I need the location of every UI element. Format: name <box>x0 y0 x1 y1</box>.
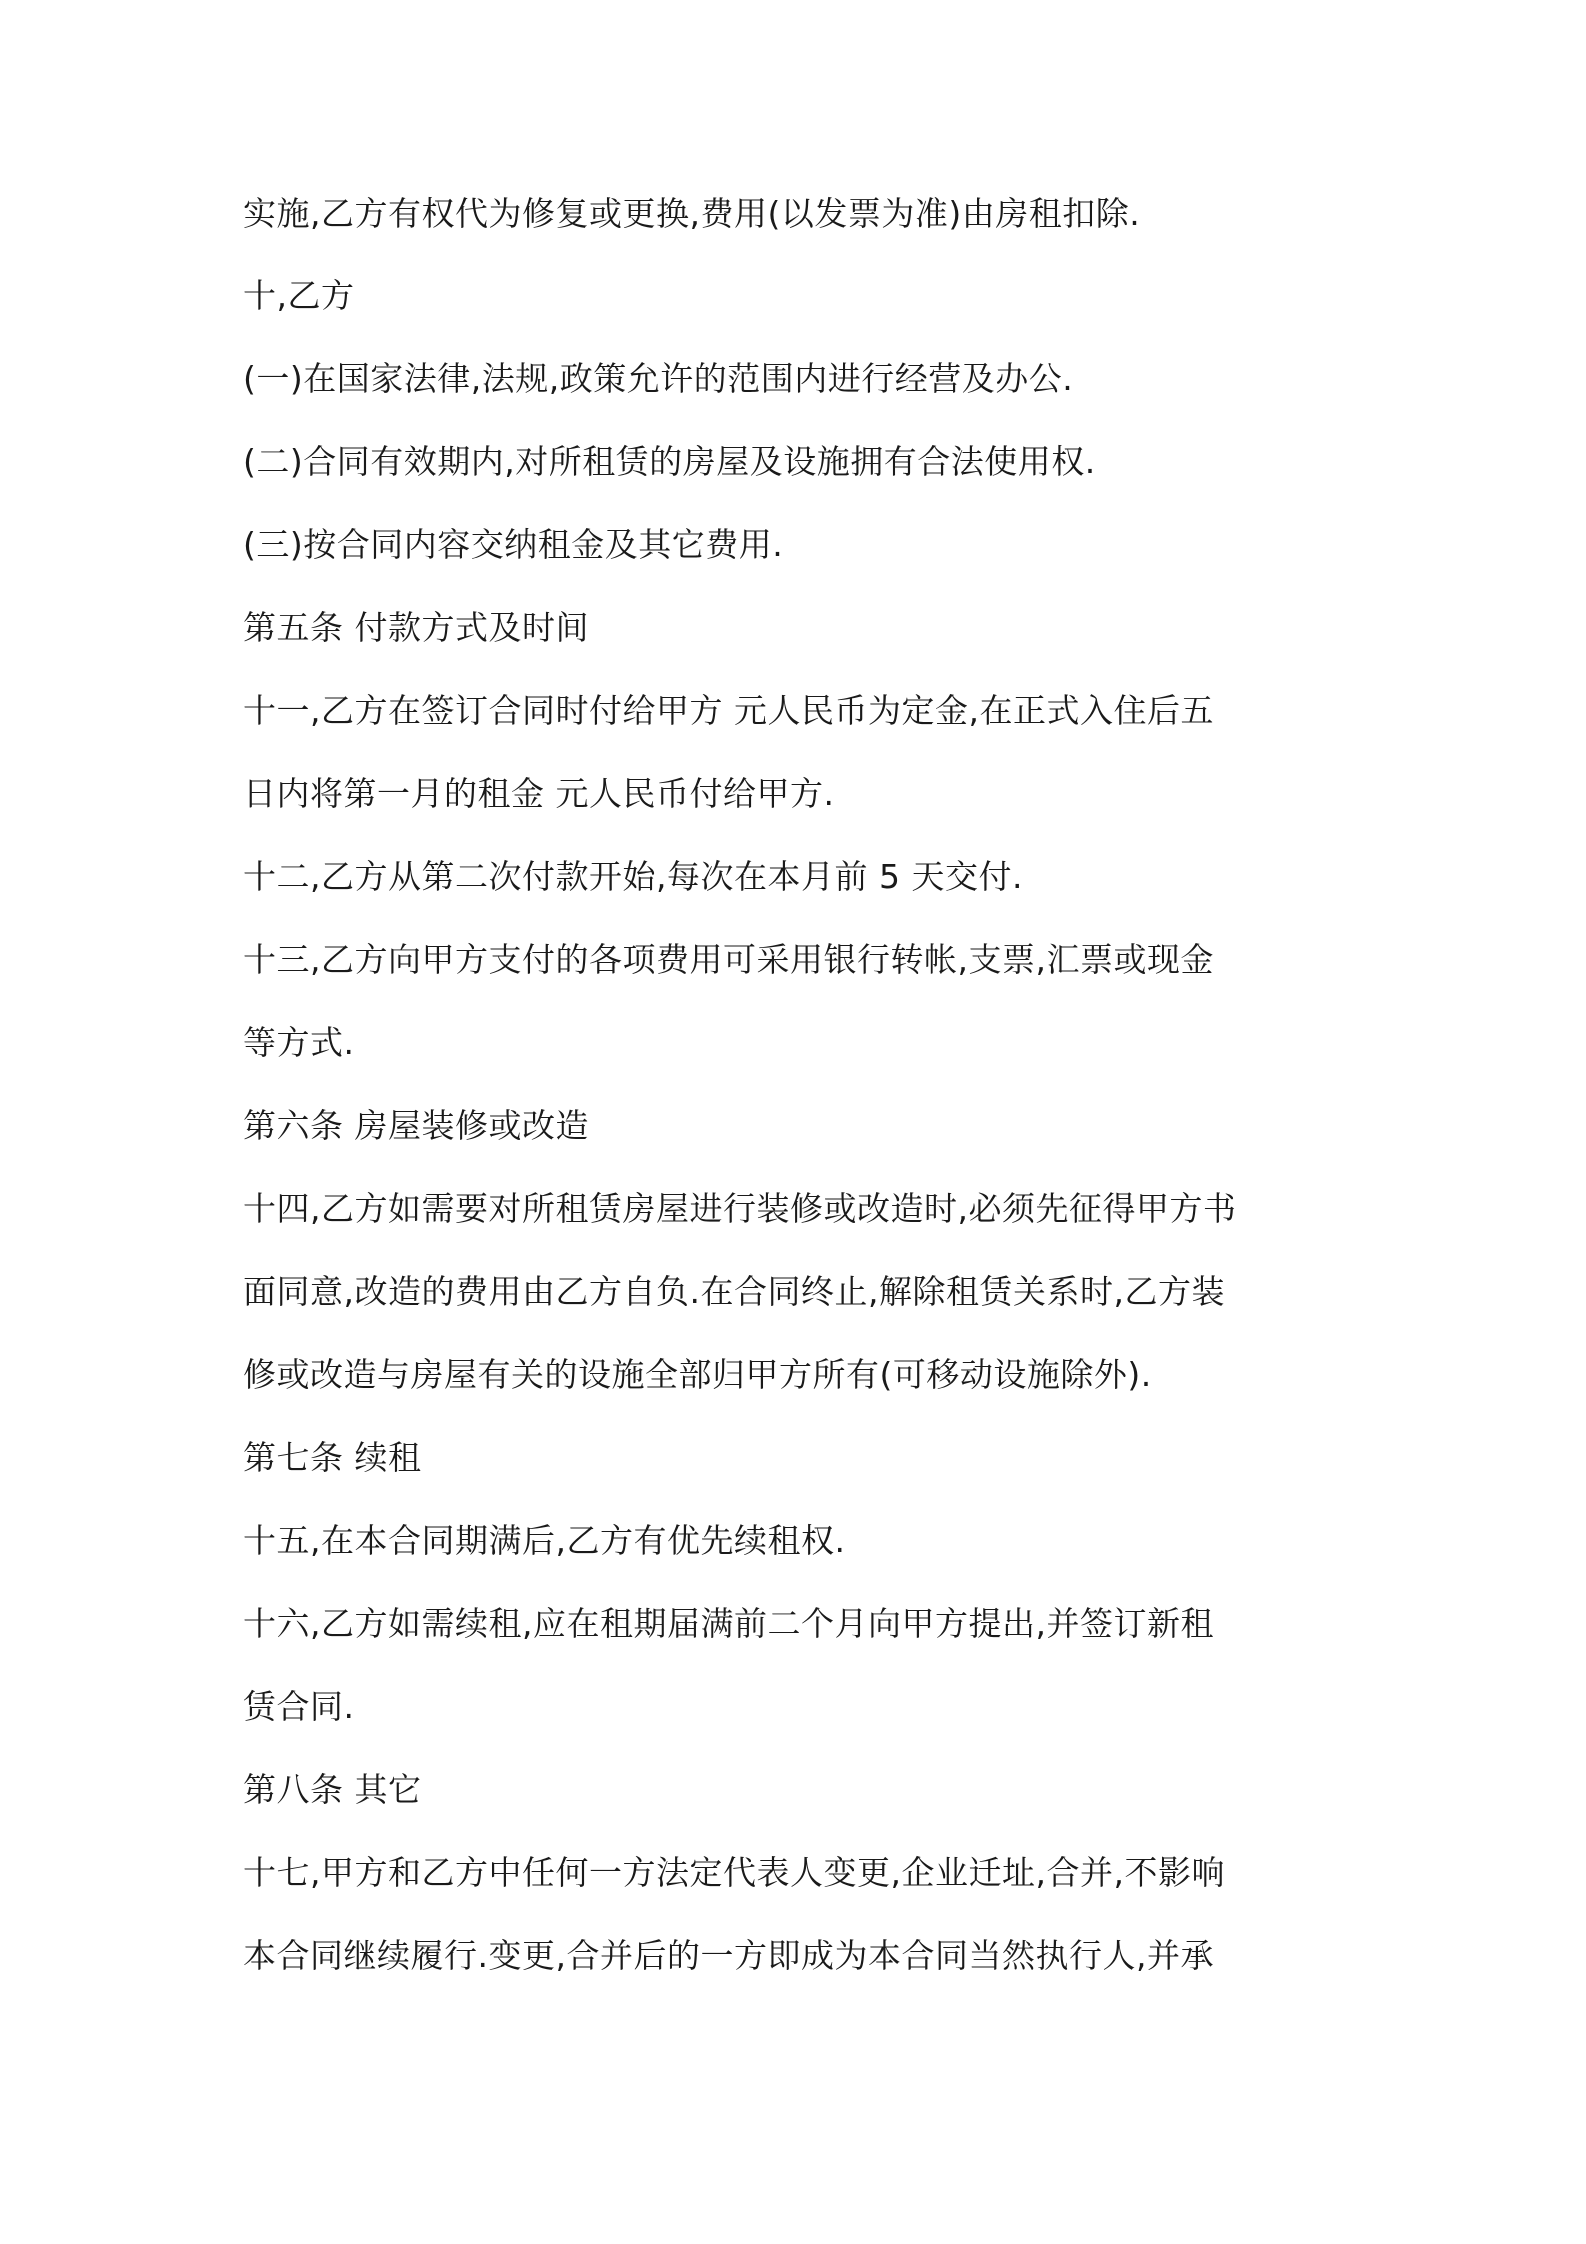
text-line: 实施,乙方有权代为修复或更换,费用(以发票为准)由房租扣除. <box>243 194 1141 233</box>
text-line: 十六,乙方如需续租,应在租期届满前二个月向甲方提出,并签订新租 <box>243 1604 1214 1643</box>
text-line: 十三,乙方向甲方支付的各项费用可采用银行转帐,支票,汇票或现金 <box>243 940 1214 979</box>
text-line: 十四,乙方如需要对所租赁房屋进行装修或改造时,必须先征得甲方书 <box>243 1189 1237 1228</box>
text-line: (一)在国家法律,法规,政策允许的范围内进行经营及办公. <box>243 359 1074 398</box>
section-heading: 十,乙方 <box>243 276 355 315</box>
text-line: 日内将第一月的租金 元人民币付给甲方. <box>243 774 835 813</box>
text-line: 面同意,改造的费用由乙方自负.在合同终止,解除租赁关系时,乙方装 <box>243 1272 1225 1311</box>
article-heading: 第六条 房屋装修或改造 <box>243 1106 589 1145</box>
article-heading: 第五条 付款方式及时间 <box>243 608 589 647</box>
text-line: 十五,在本合同期满后,乙方有优先续租权. <box>243 1521 846 1560</box>
text-line: 本合同继续履行.变更,合并后的一方即成为本合同当然执行人,并承 <box>243 1936 1214 1975</box>
article-heading: 第七条 续租 <box>243 1438 422 1477</box>
text-line: 赁合同. <box>243 1687 355 1726</box>
text-line: 十一,乙方在签订合同时付给甲方 元人民币为定金,在正式入住后五 <box>243 691 1214 730</box>
text-line: 修或改造与房屋有关的设施全部归甲方所有(可移动设施除外). <box>243 1355 1152 1394</box>
article-heading: 第八条 其它 <box>243 1770 422 1809</box>
text-line: (二)合同有效期内,对所租赁的房屋及设施拥有合法使用权. <box>243 442 1096 481</box>
text-line: 十二,乙方从第二次付款开始,每次在本月前 5 天交付. <box>243 857 1023 896</box>
text-line: 等方式. <box>243 1023 355 1062</box>
text-line: 十七,甲方和乙方中任何一方法定代表人变更,企业迁址,合并,不影响 <box>243 1853 1225 1892</box>
text-line: (三)按合同内容交纳租金及其它费用. <box>243 525 784 564</box>
